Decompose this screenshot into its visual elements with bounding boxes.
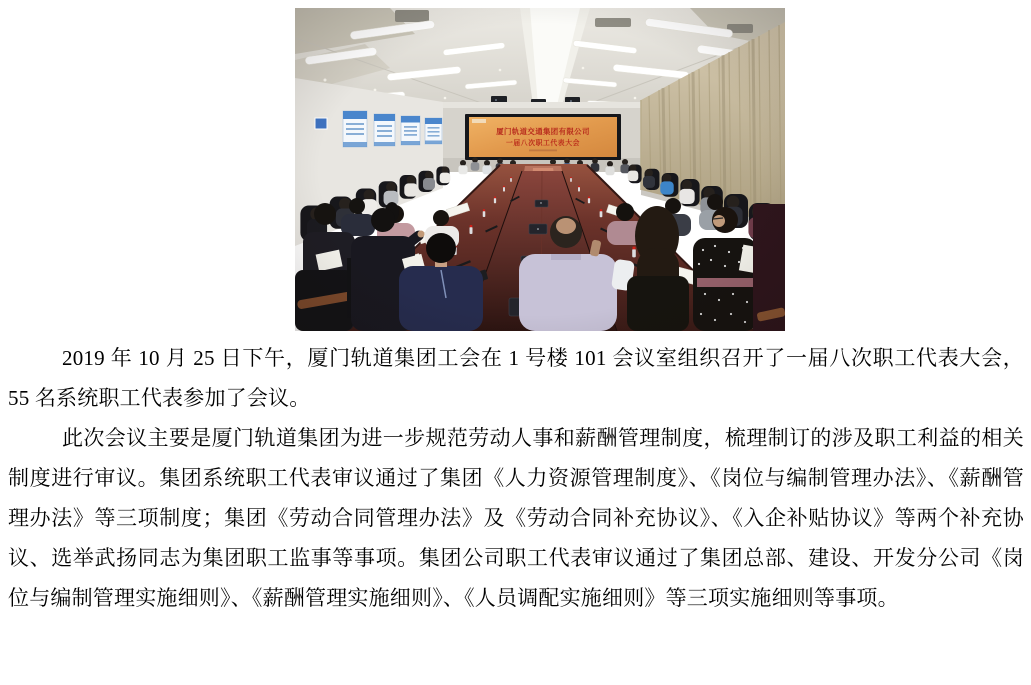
meeting-photo-illustration xyxy=(295,8,785,331)
meeting-photo xyxy=(295,8,785,331)
article-paragraph-1: 2019 年 10 月 25 日下午，厦门轨道集团工会在 1 号楼 101 会议室组织召开了一届八次职工代表大会，55 名系统职工代表参加了会议。 xyxy=(8,346,1024,410)
article-paragraph-2: 此次会议主要是厦门轨道集团为进一步规范劳动人事和薪酬管理制度，梳理制订的涉及职工利益的相关制度进行审议。集团系统职工代表审议通过了集团《人力资源管理制度》、《岗位与编制管理办法》、《薪酬管理办法》等三项制度；集团《劳动合同管理办法》及《劳动合同补充协议》、《入企补贴协议》等两个补充协议、选举武扬同志为集团职工监事等事项。集团公司职工代表审议通过了集团总部、建设、开发分公司《岗位与编制管理实施细则》、《薪酬管理实施细则》、《人员调配实施细则》等三项实施细则等事项。 xyxy=(8,426,1024,610)
article-body xyxy=(8,338,1024,618)
photo-vignette xyxy=(295,8,785,331)
